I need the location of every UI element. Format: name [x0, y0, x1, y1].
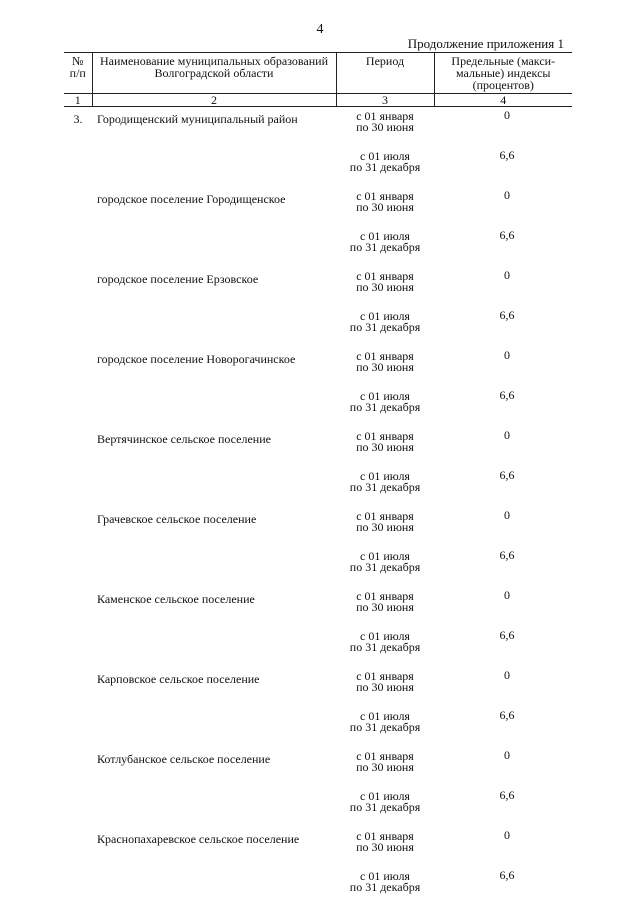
period-second-half — [336, 147, 434, 187]
row-number — [64, 827, 92, 867]
table-row — [64, 747, 572, 787]
page-number: 4 — [0, 22, 640, 38]
period-first-half-line: по 30 июня — [356, 680, 414, 694]
period-first-half-line: с 01 января — [356, 429, 414, 443]
period-second-half-line: по 31 декабря — [350, 640, 420, 654]
period-second-half-line: с 01 июля — [360, 149, 410, 163]
period-first-half-line: с 01 января — [356, 669, 414, 683]
column-number-2: 2 — [92, 94, 336, 107]
index-first-half: 0 — [434, 747, 572, 787]
period-second-half — [336, 387, 434, 427]
period-first-half — [336, 427, 434, 467]
index-second-half: 6,6 — [434, 867, 572, 907]
period-second-half-line: по 31 декабря — [350, 800, 420, 814]
period-first-half-line: с 01 января — [356, 509, 414, 523]
municipality-name-empty — [92, 387, 336, 427]
table-row — [64, 347, 572, 387]
municipality-name-empty — [92, 227, 336, 267]
row-number-empty — [64, 467, 92, 507]
header-period: Период — [336, 53, 434, 94]
municipality-name: Грачевское сельское поселение — [92, 507, 336, 547]
period-second-half — [336, 627, 434, 667]
period-first-half — [336, 507, 434, 547]
municipality-name: городское поселение Городищенское — [92, 187, 336, 227]
municipality-name-empty — [92, 547, 336, 587]
table-row — [64, 387, 572, 427]
period-second-half — [336, 787, 434, 827]
period-second-half-line: по 31 декабря — [350, 160, 420, 174]
row-number-empty — [64, 787, 92, 827]
row-number-empty — [64, 547, 92, 587]
row-number — [64, 587, 92, 627]
table-row — [64, 147, 572, 187]
table-body — [64, 107, 572, 907]
municipality-name: городское поселение Ерзовское — [92, 267, 336, 307]
period-first-half — [336, 267, 434, 307]
period-first-half-line: с 01 января — [356, 749, 414, 763]
row-number — [64, 427, 92, 467]
period-first-half — [336, 187, 434, 227]
period-second-half — [336, 307, 434, 347]
period-second-half-line: с 01 июля — [360, 229, 410, 243]
period-first-half — [336, 667, 434, 707]
index-second-half: 6,6 — [434, 307, 572, 347]
row-number-empty — [64, 307, 92, 347]
column-number-1: 1 — [64, 94, 92, 107]
index-first-half: 0 — [434, 187, 572, 227]
index-second-half: 6,6 — [434, 387, 572, 427]
appendix-continuation-note: Продолжение приложения 1 — [408, 36, 564, 52]
period-second-half-line: с 01 июля — [360, 709, 410, 723]
row-number — [64, 747, 92, 787]
index-second-half: 6,6 — [434, 467, 572, 507]
table-row — [64, 827, 572, 867]
index-first-half: 0 — [434, 267, 572, 307]
row-number — [64, 667, 92, 707]
index-second-half: 6,6 — [434, 547, 572, 587]
header-municipality-name: Наименование муниципальных образований Волгоградской области — [92, 53, 336, 94]
period-second-half-line: с 01 июля — [360, 469, 410, 483]
row-number — [64, 347, 92, 387]
period-first-half-line: по 30 июня — [356, 760, 414, 774]
period-second-half-line: по 31 декабря — [350, 560, 420, 574]
period-first-half — [336, 747, 434, 787]
index-second-half: 6,6 — [434, 707, 572, 747]
index-first-half: 0 — [434, 667, 572, 707]
municipality-name-empty — [92, 707, 336, 747]
period-first-half-line: по 30 июня — [356, 520, 414, 534]
period-second-half — [336, 227, 434, 267]
row-number-empty — [64, 147, 92, 187]
table-row — [64, 107, 572, 148]
period-first-half-line: с 01 января — [356, 349, 414, 363]
table-row — [64, 787, 572, 827]
column-number-row — [64, 94, 572, 107]
table-row — [64, 507, 572, 547]
municipality-name: Котлубанское сельское поселение — [92, 747, 336, 787]
index-first-half: 0 — [434, 427, 572, 467]
period-second-half-line: с 01 июля — [360, 789, 410, 803]
period-second-half-line: по 31 декабря — [350, 480, 420, 494]
period-second-half — [336, 707, 434, 747]
row-number — [64, 267, 92, 307]
index-first-half: 0 — [434, 107, 572, 148]
table-row — [64, 427, 572, 467]
index-first-half: 0 — [434, 827, 572, 867]
index-first-half: 0 — [434, 347, 572, 387]
index-second-half: 6,6 — [434, 227, 572, 267]
row-number-empty — [64, 627, 92, 667]
municipality-name-empty — [92, 147, 336, 187]
table-row — [64, 307, 572, 347]
table-row — [64, 707, 572, 747]
period-second-half-line: по 31 декабря — [350, 320, 420, 334]
row-number — [64, 507, 92, 547]
period-second-half — [336, 867, 434, 907]
period-second-half-line: с 01 июля — [360, 309, 410, 323]
table-row — [64, 227, 572, 267]
period-first-half-line: с 01 января — [356, 189, 414, 203]
table-row — [64, 187, 572, 227]
table-row — [64, 547, 572, 587]
period-first-half-line: по 30 июня — [356, 280, 414, 294]
municipality-name-empty — [92, 627, 336, 667]
period-second-half-line: с 01 июля — [360, 629, 410, 643]
period-first-half-line: по 30 июня — [356, 600, 414, 614]
period-first-half-line: с 01 января — [356, 269, 414, 283]
period-first-half-line: по 30 июня — [356, 360, 414, 374]
table-header-row — [64, 53, 572, 94]
table-row — [64, 627, 572, 667]
header-number: № п/п — [64, 53, 92, 94]
row-number-empty — [64, 707, 92, 747]
period-first-half — [336, 827, 434, 867]
table-row — [64, 667, 572, 707]
period-first-half-line: по 30 июня — [356, 840, 414, 854]
municipality-name-empty — [92, 867, 336, 907]
municipality-name: Вертячинское сельское поселение — [92, 427, 336, 467]
municipality-name: городское поселение Новорогачинское — [92, 347, 336, 387]
row-number: 3. — [64, 107, 92, 148]
period-second-half — [336, 467, 434, 507]
index-second-half: 6,6 — [434, 147, 572, 187]
period-first-half-line: с 01 января — [356, 109, 414, 123]
period-second-half-line: с 01 июля — [360, 869, 410, 883]
period-first-half-line: с 01 января — [356, 589, 414, 603]
period-second-half — [336, 547, 434, 587]
index-second-half: 6,6 — [434, 627, 572, 667]
row-number-empty — [64, 867, 92, 907]
index-first-half: 0 — [434, 587, 572, 627]
period-second-half-line: с 01 июля — [360, 549, 410, 563]
municipality-name-empty — [92, 467, 336, 507]
period-first-half-line: по 30 июня — [356, 200, 414, 214]
table-row — [64, 587, 572, 627]
municipality-name: Краснопахаревское сельское поселение — [92, 827, 336, 867]
column-number-4: 4 — [434, 94, 572, 107]
table-row — [64, 267, 572, 307]
row-number-empty — [64, 387, 92, 427]
index-first-half: 0 — [434, 507, 572, 547]
row-number-empty — [64, 227, 92, 267]
index-second-half: 6,6 — [434, 787, 572, 827]
municipality-name: Карповское сельское поселение — [92, 667, 336, 707]
period-second-half-line: по 31 декабря — [350, 880, 420, 894]
municipality-name: Каменское сельское поселение — [92, 587, 336, 627]
period-second-half-line: по 31 декабря — [350, 240, 420, 254]
row-number — [64, 187, 92, 227]
municipality-name: Городищенский муниципальный район — [92, 107, 336, 148]
period-first-half — [336, 347, 434, 387]
period-first-half-line: с 01 января — [356, 829, 414, 843]
period-first-half-line: по 30 июня — [356, 440, 414, 454]
period-second-half-line: по 31 декабря — [350, 400, 420, 414]
period-first-half — [336, 587, 434, 627]
tariff-index-table — [64, 52, 572, 907]
header-max-index: Предельные (макси-мальные) индексы (процентов) — [434, 53, 572, 94]
municipality-name-empty — [92, 307, 336, 347]
period-second-half-line: по 31 декабря — [350, 720, 420, 734]
period-second-half-line: с 01 июля — [360, 389, 410, 403]
table-row — [64, 467, 572, 507]
table-row — [64, 867, 572, 907]
column-number-3: 3 — [336, 94, 434, 107]
municipality-name-empty — [92, 787, 336, 827]
period-first-half — [336, 107, 434, 148]
period-first-half-line: по 30 июня — [356, 120, 414, 134]
